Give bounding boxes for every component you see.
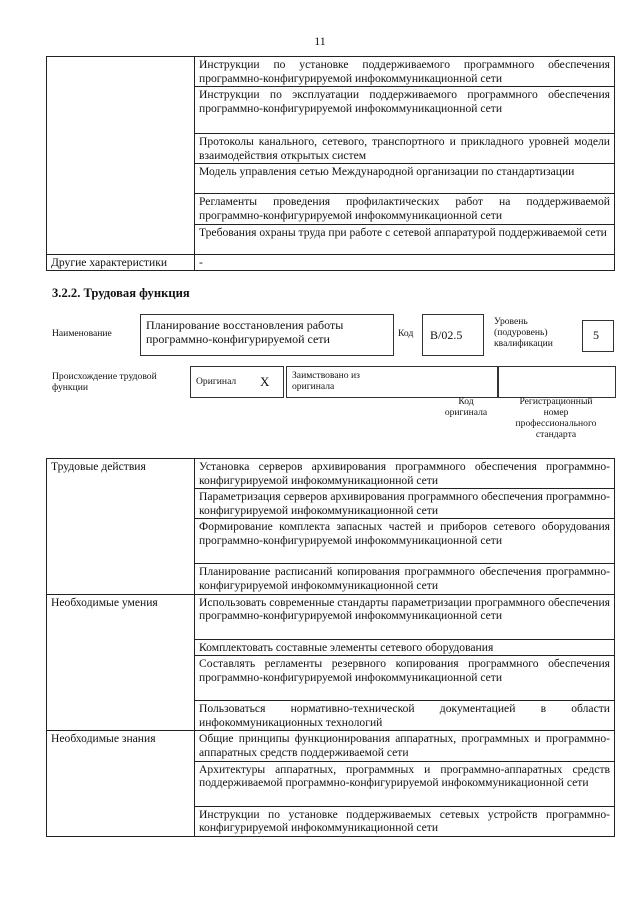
table-row xyxy=(47,459,615,489)
original-mark: X xyxy=(260,374,270,389)
top-knowledge-table xyxy=(46,56,615,271)
table-cell: Использовать современные стандарты параметризации программного обеспечения программно-конфигурируемой инфокоммуникационной сети xyxy=(195,594,615,639)
table-row xyxy=(47,254,615,271)
function-name: Планирование восстановления работы программно-конфигурируемой сети xyxy=(146,318,344,346)
table-cell: Планирование расписаний копирования программного обеспечения программно-конфигурируемой инфокоммуникационной сети xyxy=(195,564,615,594)
table-row xyxy=(47,594,615,639)
reg-number-label: Регистрационный номер профессионального стандарта xyxy=(515,396,597,440)
required-skills-label: Необходимые умения xyxy=(47,594,195,731)
labor-actions-label: Трудовые действия xyxy=(47,459,195,595)
origin-label: Происхождение трудовой функции xyxy=(52,371,157,393)
borrowed-label: Заимствовано из оригинала xyxy=(292,370,360,392)
table-cell: Пользоваться нормативно-технической документацией в области инфокоммуникационных технологий xyxy=(195,701,615,731)
other-characteristics-value: - xyxy=(195,254,615,271)
other-characteristics-label: Другие характеристики xyxy=(47,254,195,271)
table-row xyxy=(47,57,615,87)
table-cell: Требования охраны труда при работе с сетевой аппаратурой поддерживаемой сети xyxy=(195,224,615,254)
table-cell: Модель управления сетью Международной организации по стандартизации xyxy=(195,164,615,194)
table-row xyxy=(47,731,615,761)
empty-label-cell xyxy=(47,57,195,255)
table-cell: Составлять регламенты резервного копирования программного обеспечения программно-конфигурируемой инфокоммуникационной сети xyxy=(195,656,615,701)
table-cell: Архитектуры аппаратных, программных и программно-аппаратных средств поддерживаемой программно-конфигурируемой инфокоммуникационной сети xyxy=(195,761,615,806)
table-cell: Комплектовать составные элементы сетевого оборудования xyxy=(195,639,615,656)
required-knowledge-label: Необходимые знания xyxy=(47,731,195,836)
section-title: 3.2.2. Трудовая функция xyxy=(52,286,190,300)
level-value: 5 xyxy=(593,328,599,342)
table-cell: Протоколы канального, сетевого, транспортного и прикладного уровней модели взаимодействия открытых систем xyxy=(195,134,615,164)
table-cell: Установка серверов архивирования программного обеспечения программно-конфигурируемой инфокоммуникационной сети xyxy=(195,459,615,489)
table-cell: Общие принципы функционирования аппаратных, программных и программно-аппаратных средств поддерживаемой сети xyxy=(195,731,615,761)
table-cell: Регламенты проведения профилактических работ на поддерживаемой программно-конфигурируемой инфокоммуникационной сети xyxy=(195,194,615,224)
function-details-table xyxy=(46,458,615,837)
table-cell: Инструкции по эксплуатации поддерживаемого программного обеспечения программно-конфигурируемой инфокоммуникационной сети xyxy=(195,87,615,134)
reg-number-box xyxy=(498,366,616,398)
page-number: 11 xyxy=(314,34,326,48)
table-cell: Параметризация серверов архивирования программного обеспечения программно-конфигурируемой инфокоммуникационной сети xyxy=(195,489,615,519)
table-cell: Инструкции по установке поддерживаемого программного обеспечения программно-конфигурируемой инфокоммуникационной сети xyxy=(195,57,615,87)
original-code-label: Код оригинала xyxy=(444,396,488,418)
table-cell: Инструкции по установке поддерживаемых сетевых устройств программно-конфигурируемой инфокоммуникационной сети xyxy=(195,806,615,836)
original-label: Оригинал xyxy=(196,376,237,387)
name-label: Наименование xyxy=(52,328,112,339)
table-cell: Формирование комплекта запасных частей и приборов сетевого оборудования программно-конфигурируемой инфокоммуникационной сети xyxy=(195,519,615,564)
code-label: Код xyxy=(398,328,414,339)
level-label: Уровень (подуровень) квалификации xyxy=(494,316,553,349)
code-value: B/02.5 xyxy=(430,328,463,342)
